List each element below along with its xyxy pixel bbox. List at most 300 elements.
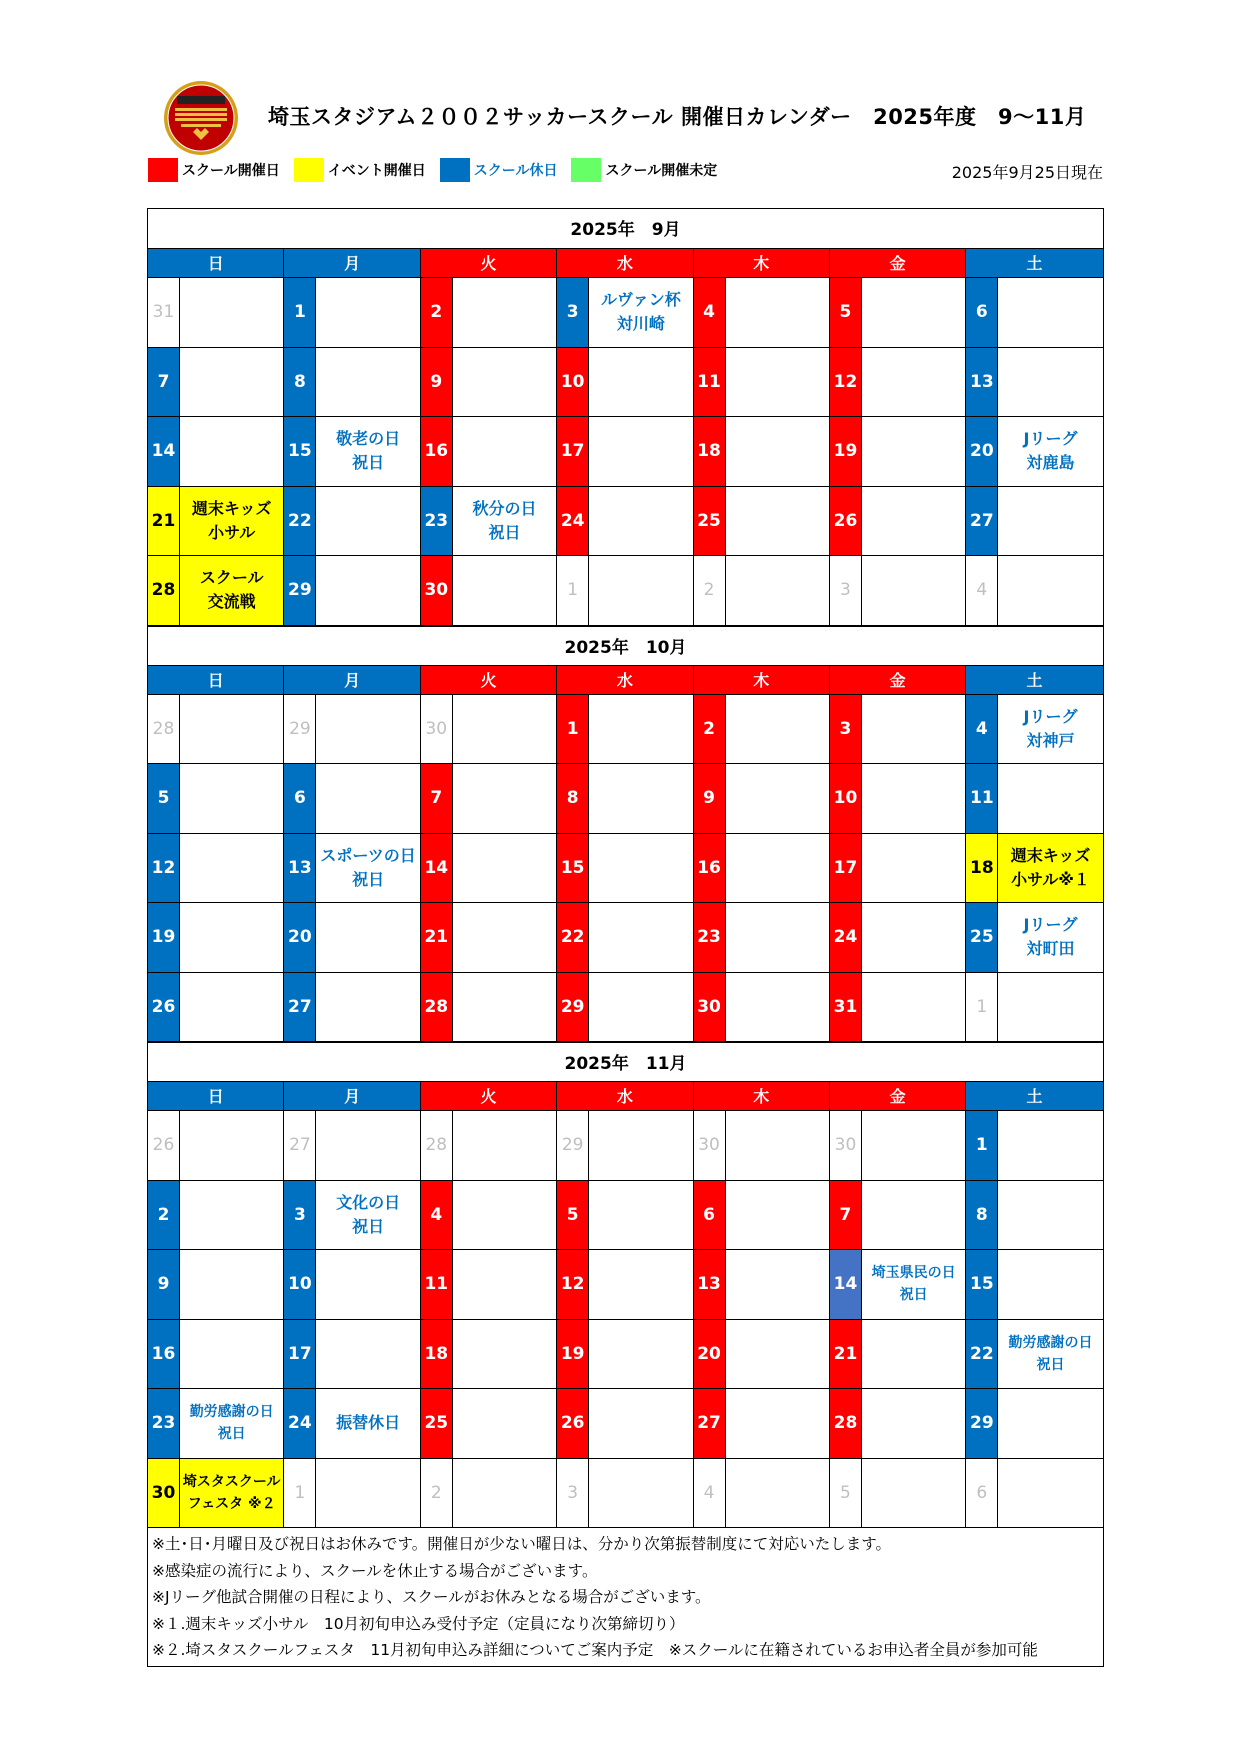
week-row xyxy=(148,903,1103,973)
day-number: 21 xyxy=(830,1320,862,1389)
day-cell xyxy=(421,417,557,486)
day-cell xyxy=(830,834,966,903)
day-number: 14 xyxy=(148,417,180,486)
day-note xyxy=(180,417,283,486)
day-note xyxy=(589,348,692,417)
day-number: 26 xyxy=(148,1111,180,1180)
day-note xyxy=(589,417,692,486)
day-cell xyxy=(148,1389,284,1458)
day-number: 14 xyxy=(830,1250,862,1319)
day-number: 8 xyxy=(966,1181,998,1250)
week-row xyxy=(148,764,1103,834)
day-number: 27 xyxy=(694,1389,726,1458)
day-cell xyxy=(148,1111,284,1180)
day-cell xyxy=(284,834,420,903)
weekday-header: 水 xyxy=(557,249,693,277)
day-number: 17 xyxy=(284,1320,316,1389)
day-note xyxy=(589,1181,692,1250)
day-cell xyxy=(830,1389,966,1458)
month-title: 2025年 9月 xyxy=(148,209,1103,249)
day-note xyxy=(998,556,1102,625)
day-cell xyxy=(148,1320,284,1389)
day-cell xyxy=(694,1389,830,1458)
day-note xyxy=(589,1111,692,1180)
day-note xyxy=(453,1320,556,1389)
day-number: 26 xyxy=(148,973,180,1042)
day-cell xyxy=(421,278,557,347)
day-number: 11 xyxy=(421,1250,453,1319)
day-cell xyxy=(830,1250,966,1319)
weekday-header: 水 xyxy=(557,666,693,694)
day-cell xyxy=(966,278,1102,347)
day-note xyxy=(316,1111,419,1180)
day-cell xyxy=(966,1459,1102,1528)
day-note: スクール 交流戦 xyxy=(180,556,283,625)
day-note xyxy=(316,278,419,347)
day-cell xyxy=(966,348,1102,417)
day-number: 4 xyxy=(694,278,726,347)
day-number: 3 xyxy=(830,556,862,625)
day-cell xyxy=(421,1389,557,1458)
day-cell xyxy=(830,487,966,556)
day-note: ルヴァン杯 対川崎 xyxy=(600,290,681,334)
weekday-header: 火 xyxy=(421,1082,557,1110)
week-row xyxy=(148,1181,1103,1251)
day-number: 2 xyxy=(694,556,726,625)
day-note xyxy=(726,834,829,903)
day-number: 4 xyxy=(694,1459,726,1528)
day-number: 29 xyxy=(557,1111,589,1180)
calendar-table xyxy=(147,208,1104,1667)
day-cell xyxy=(284,348,420,417)
day-note xyxy=(998,1181,1102,1250)
day-note xyxy=(453,1250,556,1319)
day-note xyxy=(589,834,692,903)
day-note: 勤労感謝の日 祝日 xyxy=(1008,1334,1093,1373)
day-cell xyxy=(284,973,420,1042)
day-number: 1 xyxy=(284,1459,316,1528)
day-cell xyxy=(148,417,284,486)
day-note xyxy=(862,556,965,625)
footnote-line: ※１.週末キッズ小サル 10月初旬申込み受付予定（定員になり次第締切り） xyxy=(152,1614,685,1633)
day-note: Jリーグ 対神戸 xyxy=(1023,706,1078,750)
day-cell xyxy=(421,1181,557,1250)
day-number: 24 xyxy=(557,487,589,556)
day-cell xyxy=(148,764,284,833)
day-note xyxy=(180,903,283,972)
day-note: 週末キッズ 小サル xyxy=(180,487,283,556)
day-cell xyxy=(694,417,830,486)
day-cell xyxy=(694,1181,830,1250)
day-cell xyxy=(966,973,1102,1042)
day-cell xyxy=(694,556,830,625)
day-note xyxy=(726,1181,829,1250)
day-number: 29 xyxy=(966,1389,998,1458)
day-note xyxy=(180,348,283,417)
day-number: 19 xyxy=(148,903,180,972)
day-note xyxy=(589,1250,692,1319)
day-number: 4 xyxy=(966,556,998,625)
legend-item xyxy=(440,158,558,182)
day-note xyxy=(862,1459,965,1528)
day-cell xyxy=(284,1250,420,1319)
day-cell xyxy=(557,487,693,556)
weekday-header: 月 xyxy=(284,249,420,277)
day-note xyxy=(453,695,556,764)
day-note xyxy=(316,556,419,625)
day-note xyxy=(453,973,556,1042)
legend-label: スクール開催未定 xyxy=(605,163,718,179)
week-row xyxy=(148,417,1103,487)
as-of-date: 2025年9月25日現在 xyxy=(951,163,1103,182)
weekday-header: 木 xyxy=(694,666,830,694)
day-number: 18 xyxy=(966,834,998,903)
day-note xyxy=(316,903,419,972)
day-number: 12 xyxy=(148,834,180,903)
day-number: 30 xyxy=(421,695,453,764)
day-note xyxy=(453,278,556,347)
day-note xyxy=(998,278,1102,347)
day-number: 22 xyxy=(966,1320,998,1389)
day-note xyxy=(862,1320,965,1389)
weekday-header-row xyxy=(148,1082,1103,1111)
day-note xyxy=(589,973,692,1042)
day-cell xyxy=(557,764,693,833)
day-number: 25 xyxy=(421,1389,453,1458)
day-note: 振替休日 xyxy=(336,1413,401,1433)
day-note xyxy=(180,278,283,347)
day-cell xyxy=(284,1111,420,1180)
day-note xyxy=(180,1250,283,1319)
day-note xyxy=(453,764,556,833)
week-row xyxy=(148,1250,1103,1320)
day-cell xyxy=(284,1181,420,1250)
day-number: 6 xyxy=(966,1459,998,1528)
day-cell xyxy=(830,973,966,1042)
week-row xyxy=(148,556,1103,626)
day-note xyxy=(589,1459,692,1528)
month-title: 2025年 10月 xyxy=(148,626,1103,666)
day-note xyxy=(453,834,556,903)
day-number: 5 xyxy=(830,278,862,347)
day-note xyxy=(316,1250,419,1319)
legend-label: スクール休日 xyxy=(473,163,558,179)
week-row xyxy=(148,695,1103,765)
day-note xyxy=(316,695,419,764)
footnote-line: ※２.埼スタスクールフェスタ 11月初旬申込み詳細についてご案内予定 ※スクールに在籍されているお申込者全員が参加可能 xyxy=(152,1641,1038,1659)
day-note xyxy=(998,973,1102,1042)
day-cell xyxy=(284,556,420,625)
day-number: 20 xyxy=(966,417,998,486)
day-cell xyxy=(557,695,693,764)
day-cell xyxy=(557,973,693,1042)
day-number: 28 xyxy=(148,695,180,764)
day-cell xyxy=(694,278,830,347)
day-note xyxy=(998,1389,1102,1458)
day-number: 22 xyxy=(557,903,589,972)
day-note: 埼スタスクール フェスタ ※２ xyxy=(180,1459,283,1528)
day-cell xyxy=(694,973,830,1042)
weekday-header-row xyxy=(148,666,1103,695)
day-number: 20 xyxy=(284,903,316,972)
day-cell xyxy=(148,348,284,417)
day-note xyxy=(453,1389,556,1458)
day-cell xyxy=(421,764,557,833)
day-note xyxy=(453,1181,556,1250)
day-number: 28 xyxy=(830,1389,862,1458)
day-note xyxy=(726,1459,829,1528)
day-cell xyxy=(966,1250,1102,1319)
day-cell xyxy=(966,1320,1102,1389)
week-row xyxy=(148,278,1103,348)
day-cell xyxy=(284,764,420,833)
day-cell xyxy=(284,1389,420,1458)
day-note xyxy=(862,1111,965,1180)
weekday-header: 土 xyxy=(966,666,1102,694)
day-cell xyxy=(284,417,420,486)
day-cell xyxy=(557,417,693,486)
day-number: 25 xyxy=(966,903,998,972)
day-cell xyxy=(421,973,557,1042)
week-row xyxy=(148,1320,1103,1390)
day-number: 3 xyxy=(830,695,862,764)
page-title: 埼玉スタジアム２００２サッカースクール 開催日カレンダー 2025年度 9～11月 xyxy=(268,105,1087,129)
day-cell xyxy=(694,1250,830,1319)
day-cell xyxy=(421,556,557,625)
day-note xyxy=(862,417,965,486)
day-note xyxy=(589,1320,692,1389)
day-note xyxy=(180,1111,283,1180)
day-note xyxy=(316,1459,419,1528)
day-note xyxy=(589,487,692,556)
day-number: 1 xyxy=(557,556,589,625)
day-number: 14 xyxy=(421,834,453,903)
day-note xyxy=(180,1181,283,1250)
day-cell xyxy=(694,695,830,764)
legend-label: スクール開催日 xyxy=(182,163,280,179)
day-note xyxy=(453,1111,556,1180)
day-cell xyxy=(830,417,966,486)
day-cell xyxy=(694,903,830,972)
day-number: 30 xyxy=(830,1111,862,1180)
day-number: 8 xyxy=(284,348,316,417)
day-number: 25 xyxy=(694,487,726,556)
day-number: 22 xyxy=(284,487,316,556)
day-cell xyxy=(966,417,1102,486)
day-cell xyxy=(421,903,557,972)
day-cell xyxy=(830,695,966,764)
day-cell xyxy=(557,1459,693,1528)
day-note: Jリーグ 対町田 xyxy=(1023,915,1078,959)
day-number: 30 xyxy=(421,556,453,625)
day-number: 31 xyxy=(148,278,180,347)
day-note xyxy=(862,973,965,1042)
day-number: 5 xyxy=(148,764,180,833)
day-cell xyxy=(830,556,966,625)
day-cell xyxy=(830,348,966,417)
day-cell xyxy=(830,764,966,833)
day-cell xyxy=(284,278,420,347)
day-note xyxy=(589,1389,692,1458)
day-note xyxy=(726,348,829,417)
day-number: 28 xyxy=(148,556,180,625)
day-cell xyxy=(148,278,284,347)
day-cell xyxy=(830,1111,966,1180)
day-note xyxy=(726,695,829,764)
day-cell xyxy=(557,556,693,625)
day-cell xyxy=(557,348,693,417)
day-number: 27 xyxy=(966,487,998,556)
day-note xyxy=(726,973,829,1042)
day-cell xyxy=(557,1389,693,1458)
day-cell xyxy=(421,1320,557,1389)
day-cell xyxy=(966,556,1102,625)
day-note xyxy=(453,417,556,486)
day-note xyxy=(180,1320,283,1389)
day-note xyxy=(453,348,556,417)
day-cell xyxy=(966,834,1102,903)
day-cell xyxy=(284,903,420,972)
weekday-header: 日 xyxy=(148,1082,284,1110)
day-number: 23 xyxy=(694,903,726,972)
day-number: 3 xyxy=(557,1459,589,1528)
day-cell xyxy=(830,1320,966,1389)
day-note xyxy=(998,1459,1102,1528)
day-number: 2 xyxy=(148,1181,180,1250)
day-number: 21 xyxy=(421,903,453,972)
day-note xyxy=(862,903,965,972)
day-cell xyxy=(830,903,966,972)
day-number: 26 xyxy=(557,1389,589,1458)
day-note xyxy=(862,764,965,833)
day-cell xyxy=(694,1320,830,1389)
day-cell xyxy=(148,973,284,1042)
day-number: 29 xyxy=(284,556,316,625)
footnote-line: ※Jリーグ他試合開催の日程により、スクールがお休みとなる場合がございます。 xyxy=(152,1588,711,1606)
day-cell xyxy=(694,1459,830,1528)
day-note xyxy=(589,556,692,625)
week-row xyxy=(148,487,1103,557)
day-note: 敬老の日 祝日 xyxy=(336,429,401,473)
legend-swatch xyxy=(294,158,324,182)
day-cell xyxy=(557,1320,693,1389)
day-number: 27 xyxy=(284,973,316,1042)
day-cell xyxy=(694,764,830,833)
day-cell xyxy=(966,487,1102,556)
day-number: 16 xyxy=(148,1320,180,1389)
legend-swatch xyxy=(148,158,178,182)
day-note xyxy=(862,278,965,347)
day-number: 12 xyxy=(830,348,862,417)
day-note xyxy=(862,1181,965,1250)
day-number: 18 xyxy=(421,1320,453,1389)
day-cell xyxy=(148,556,284,625)
week-row xyxy=(148,348,1103,418)
day-number: 28 xyxy=(421,1111,453,1180)
day-number: 30 xyxy=(694,1111,726,1180)
day-number: 21 xyxy=(148,487,180,556)
day-number: 13 xyxy=(284,834,316,903)
day-number: 10 xyxy=(830,764,862,833)
day-cell xyxy=(148,834,284,903)
day-number: 16 xyxy=(694,834,726,903)
page-header xyxy=(0,0,1240,200)
day-note xyxy=(726,487,829,556)
day-cell xyxy=(966,1389,1102,1458)
day-note: 勤労感謝の日 祝日 xyxy=(189,1404,274,1443)
footnote-line: ※土･日･月曜日及び祝日はお休みです。開催日が少ない曜日は、分かり次第振替制度にて対応いたします。 xyxy=(152,1535,892,1553)
day-cell xyxy=(694,834,830,903)
day-number: 4 xyxy=(966,695,998,764)
legend-item xyxy=(571,158,717,182)
color-legend xyxy=(148,158,731,182)
day-cell xyxy=(284,1459,420,1528)
week-row xyxy=(148,834,1103,904)
weekday-header: 土 xyxy=(966,1082,1102,1110)
weekday-header: 金 xyxy=(830,1082,966,1110)
day-number: 15 xyxy=(966,1250,998,1319)
day-number: 30 xyxy=(148,1459,180,1528)
day-note xyxy=(862,695,965,764)
day-cell xyxy=(421,834,557,903)
day-cell xyxy=(421,1111,557,1180)
day-number: 23 xyxy=(421,487,453,556)
day-cell xyxy=(966,695,1102,764)
day-number: 12 xyxy=(557,1250,589,1319)
day-number: 18 xyxy=(694,417,726,486)
weekday-header: 日 xyxy=(148,666,284,694)
day-note xyxy=(589,764,692,833)
day-number: 10 xyxy=(557,348,589,417)
day-note xyxy=(316,1320,419,1389)
day-cell xyxy=(148,1250,284,1319)
month-title: 2025年 11月 xyxy=(148,1042,1103,1082)
day-note: 埼玉県民の日 祝日 xyxy=(871,1265,956,1304)
school-emblem-logo xyxy=(163,80,239,156)
weekday-header: 水 xyxy=(557,1082,693,1110)
day-note: 文化の日 祝日 xyxy=(336,1192,401,1236)
day-cell xyxy=(694,487,830,556)
day-number: 29 xyxy=(284,695,316,764)
day-number: 2 xyxy=(421,1459,453,1528)
day-cell xyxy=(421,1459,557,1528)
day-note xyxy=(998,764,1102,833)
weekday-header: 土 xyxy=(966,249,1102,277)
legend-label: イベント開催日 xyxy=(327,163,426,179)
day-note xyxy=(862,1389,965,1458)
day-note xyxy=(453,903,556,972)
week-row xyxy=(148,1459,1103,1529)
day-number: 13 xyxy=(694,1250,726,1319)
day-cell xyxy=(966,903,1102,972)
day-note xyxy=(453,1459,556,1528)
day-cell xyxy=(557,834,693,903)
day-note xyxy=(589,903,692,972)
day-number: 6 xyxy=(694,1181,726,1250)
day-note xyxy=(453,556,556,625)
day-cell xyxy=(830,278,966,347)
day-number: 30 xyxy=(694,973,726,1042)
day-number: 6 xyxy=(966,278,998,347)
day-number: 13 xyxy=(966,348,998,417)
day-number: 24 xyxy=(284,1389,316,1458)
week-row xyxy=(148,1111,1103,1181)
day-note xyxy=(862,487,965,556)
day-number: 27 xyxy=(284,1111,316,1180)
day-number: 2 xyxy=(421,278,453,347)
weekday-header: 金 xyxy=(830,249,966,277)
day-number: 8 xyxy=(557,764,589,833)
